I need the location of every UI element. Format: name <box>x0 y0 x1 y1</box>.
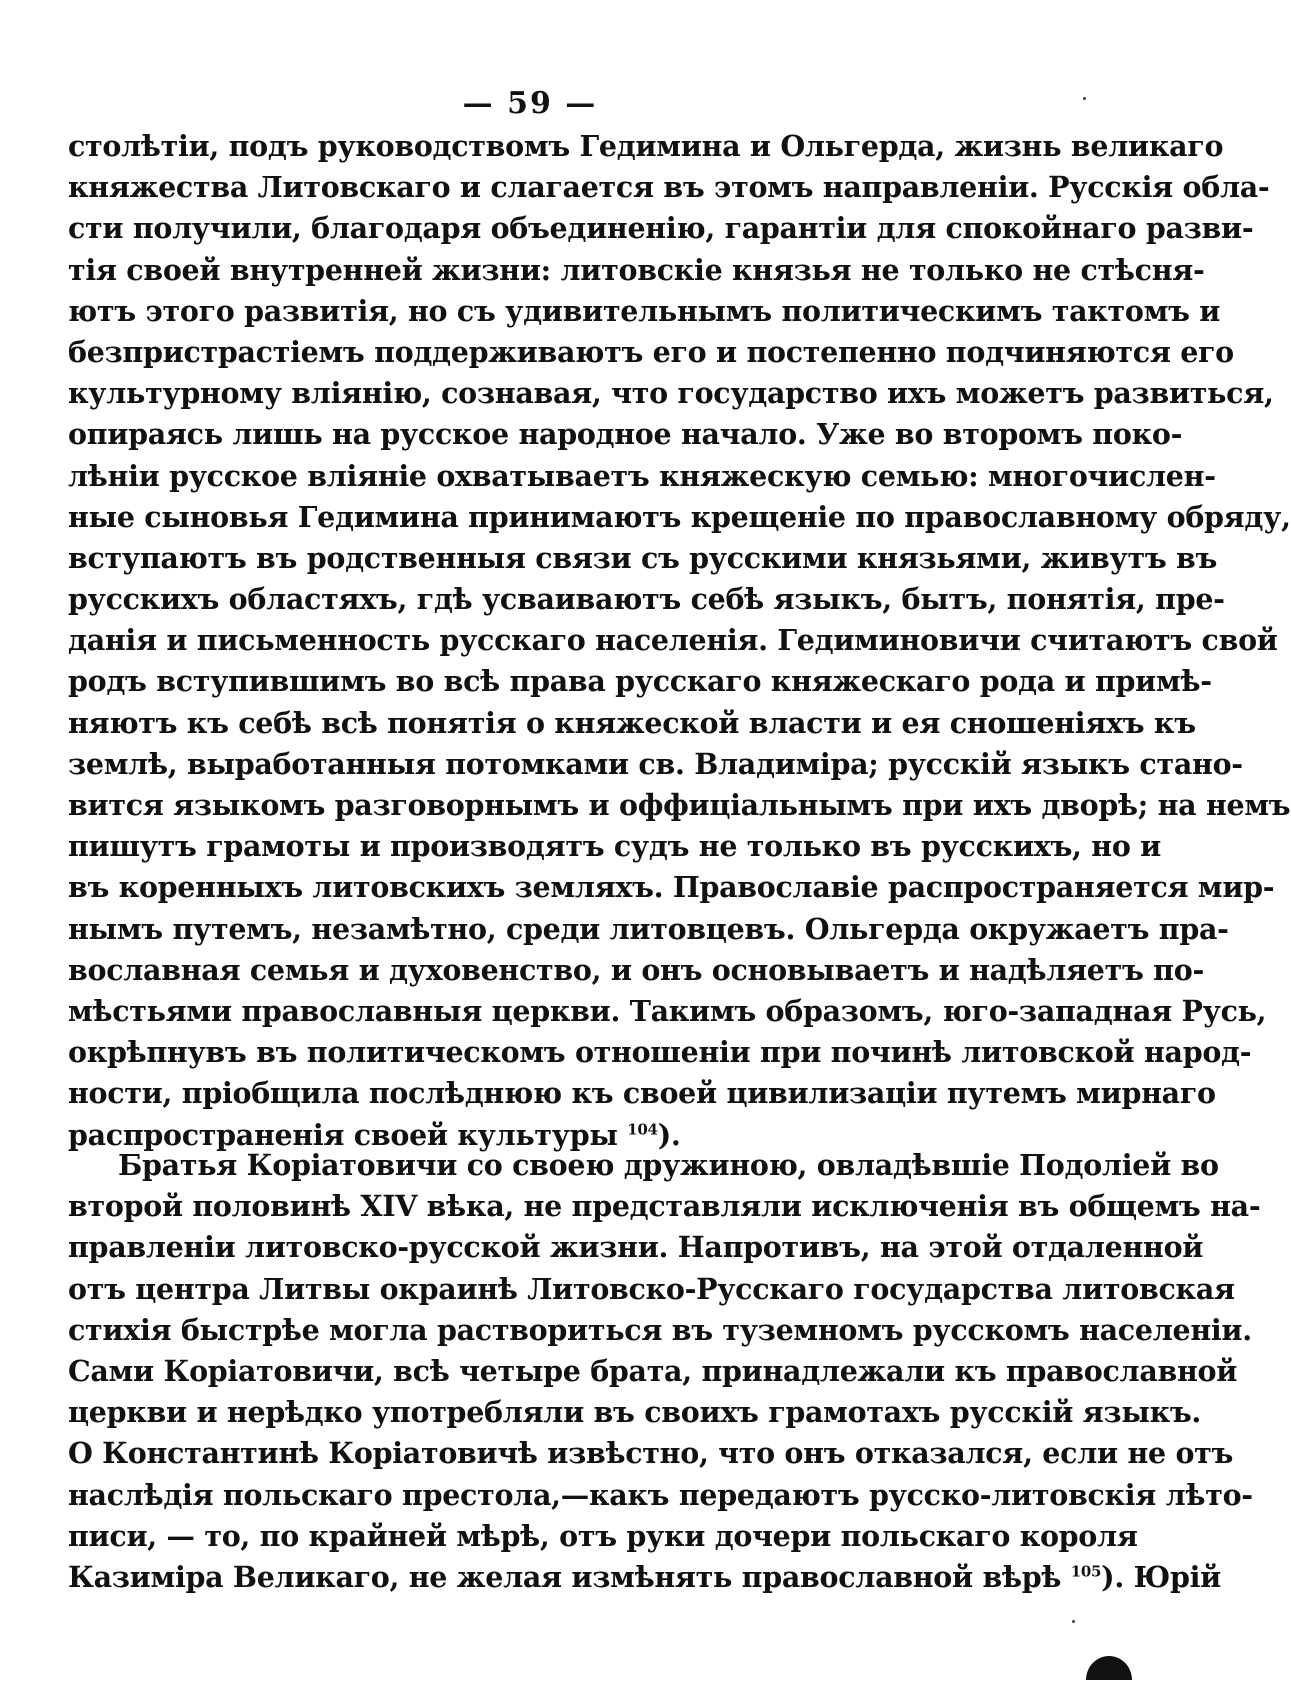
text-line: правленіи литовско-русской жизни. Напротивъ, на этой отдаленной <box>68 1230 1204 1265</box>
text-line: наслѣдія польскаго престола,—какъ передаютъ русско-литовскія лѣто- <box>68 1477 1253 1512</box>
text-line-last <box>68 1557 1221 1598</box>
footnote-ref-105[interactable]: 105 <box>1070 1562 1102 1581</box>
text-line: родъ вступившимъ во всѣ права русскаго княжескаго рода и примѣ- <box>68 664 1212 699</box>
text-fragment: Казиміра Великаго, не желая измѣнять православной вѣрѣ <box>68 1559 1071 1594</box>
page-number: — 59 — <box>462 86 598 121</box>
text-line: ютъ этого развитія, но съ удивительнымъ политическимъ тактомъ и <box>68 293 1221 328</box>
text-line: землѣ, выработанныя потомками св. Владиміра; русскій языкъ стано- <box>68 746 1243 781</box>
text-line: церкви и нерѣдко употребляли въ своихъ грамотахъ русскій языкъ. <box>68 1395 1202 1430</box>
text-line: стихія быстрѣе могла раствориться въ туземномъ русскомъ населеніи. <box>68 1312 1252 1347</box>
text-line: отъ центра Литвы окраинѣ Литовско-Русскаго государства литовская <box>68 1271 1235 1306</box>
paragraph-2 <box>68 1145 1261 1598</box>
text-line: ные сыновья Гедимина принимаютъ крещеніе по православному обряду, <box>68 499 1291 534</box>
text-line: писи, — то, по крайней мѣрѣ, отъ руки дочери польскаго короля <box>68 1518 1138 1553</box>
text-line: пишутъ грамоты и производятъ судъ не только въ русскихъ, но и <box>68 829 1162 864</box>
text-line: ности, пріобщила послѣднюю къ своей цивилизаціи путемъ мирнаго <box>68 1076 1216 1111</box>
text-line: вится языкомъ разговорнымъ и оффиціальнымъ при ихъ дворѣ; на немъ <box>68 788 1291 822</box>
text-line: окрѣпнувъ въ политическомъ отношеніи при починѣ литовской народ- <box>68 1035 1252 1070</box>
text-line: столѣтіи, подъ руководствомъ Гедимина и Ольгерда, жизнь великаго <box>68 129 1224 163</box>
text-fragment: ). Юрій <box>1101 1559 1221 1594</box>
footnote-ref-104[interactable]: 104 <box>627 1120 658 1138</box>
text-fragment: распространенія своей культуры <box>68 1117 628 1152</box>
text-line: Братья Коріатовичи со своею дружиною, овладѣвшіе Подоліей во <box>118 1148 1219 1182</box>
text-line: тія своей внутренней жизни: литовскіе князья не только не стѣсня- <box>68 252 1205 287</box>
text-line: нымъ путемъ, незамѣтно, среди литовцевъ. Ольгерда окружаетъ пра- <box>68 911 1229 946</box>
text-line: сти получили, благодаря объединенію, гарантіи для спокойнаго разви- <box>68 211 1254 246</box>
text-line: второй половинѣ XIV вѣка, не представляли исключенія въ общемъ на- <box>68 1189 1261 1224</box>
text-line: въ коренныхъ литовскихъ земляхъ. Православіе распространяется мир- <box>68 870 1275 905</box>
text-line: вступаютъ въ родственныя связи съ русскими князьями, живутъ въ <box>68 540 1218 575</box>
text-line: опираясь лишь на русское народное начало. Уже во второмъ поко- <box>68 417 1183 452</box>
scan-speck <box>1072 1620 1075 1623</box>
text-line: лѣніи русское вліяніе охватываетъ княжескую семью: многочислен- <box>68 458 1216 493</box>
paragraph-1 <box>68 126 1291 1156</box>
text-line: Сами Коріатовичи, всѣ четыре брата, принадлежали къ православной <box>68 1353 1238 1388</box>
text-line: О Константинѣ Коріатовичѣ извѣстно, что онъ отказался, если не отъ <box>68 1436 1234 1471</box>
scan-speck <box>1083 97 1086 100</box>
text-line: данія и письменность русскаго населенія. Гедиминовичи считаютъ свой <box>68 623 1278 658</box>
scan-edge-mark <box>1086 1656 1132 1680</box>
text-line: безпристрастіемъ поддерживаютъ его и постепенно подчиняются его <box>68 334 1234 369</box>
text-line: мѣстьями православныя церкви. Такимъ образомъ, юго-западная Русь, <box>68 993 1267 1028</box>
text-line: княжества Литовскаго и слагается въ этомъ направленіи. Русскія обла- <box>68 170 1270 205</box>
text-fragment: ). <box>657 1117 681 1152</box>
text-line: вославная семья и духовенство, и онъ основываетъ и надѣляетъ по- <box>68 952 1204 987</box>
text-line: русскихъ областяхъ, гдѣ усваиваютъ себѣ языкъ, бытъ, понятія, пре- <box>68 582 1225 617</box>
text-line: няютъ къ себѣ всѣ понятія о княжеской власти и ея сношеніяхъ къ <box>68 705 1196 740</box>
text-line: культурному вліянію, сознавая, что государство ихъ можетъ развиться, <box>68 376 1274 411</box>
